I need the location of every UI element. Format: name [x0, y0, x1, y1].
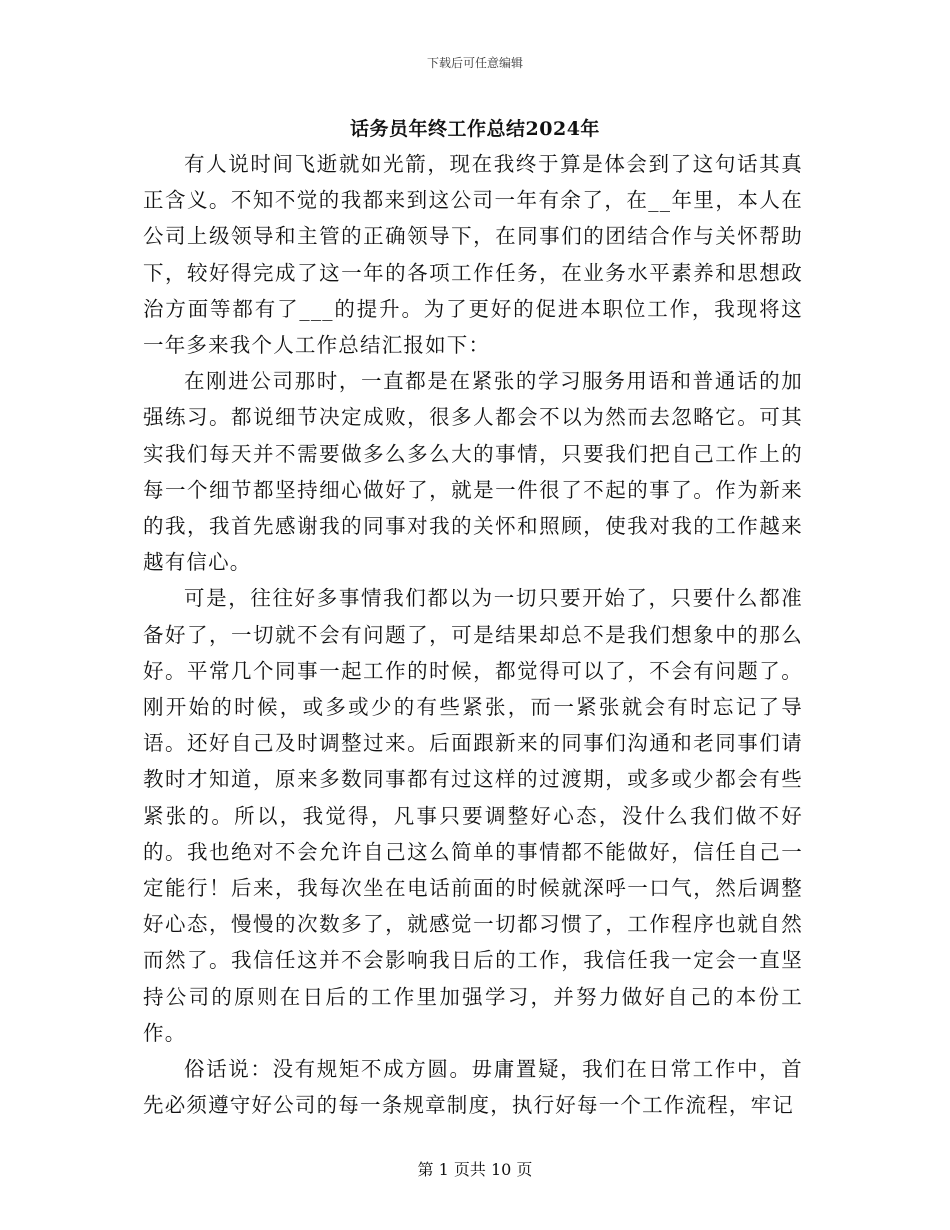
document-title: 话务员年终工作总结2024年	[350, 118, 600, 140]
paragraph: 在刚进公司那时，一直都是在紧张的学习服务用语和普通话的加强练习。都说细节决定成败，很多人都会不以为然而去忽略它。可其实我们每天并不需要做多么多么大的事情，只要我们把自己工作上的每一个细节都坚持细心做好了，就是一件很了不起的事了。作为新来的我，我首先感谢我的同事对我的关怀和照顾，使我对我的工作越来越有信心。	[143, 369, 803, 575]
header-note: 下载后可任意编辑	[426, 56, 523, 70]
page-number-footer: 第 1 页共 10 页	[417, 1160, 533, 1179]
paragraph: 有人说时间飞逝就如光箭，现在我终于算是体会到了这句话其真正含义。不知不觉的我都来到这公司一年有余了，在__年里，本人在公司上级领导和主管的正确领导下，在同事们的团结合作与关怀帮助下，较好得完成了这一年的各项工作任务，在业务水平素养和思想政治方面等都有了___的提升。为了更好的促进本职位工作，我现将这一年多来我个人工作总结汇报如下：	[143, 152, 803, 358]
paragraph: 可是，往往好多事情我们都以为一切只要开始了，只要什么都准备好了，一切就不会有问题了，可是结果却总不是我们想象中的那么好。平常几个同事一起工作的时候，都觉得可以了，不会有问题了。刚开始的时候，或多或少的有些紧张，而一紧张就会有时忘记了导语。还好自己及时调整过来。后面跟新来的同事们沟通和老同事们请教时才知道，原来多数同事都有过这样的过渡期，或多或少都会有些紧张的。所以，我觉得，凡事只要调整好心态，没什么我们做不好的。我也绝对不会允许自己这么简单的事情都不能做好，信任自己一定能行！后来，我每次坐在电话前面的时候就深呼一口气，然后调整好心态，慢慢的次数多了，就感觉一切都习惯了，工作程序也就自然而然了。我信任这并不会影响我日后的工作，我信任我一定会一直坚持公司的原则在日后的工作里加强学习，并努力做好自己的本份工作。	[143, 586, 803, 1045]
paragraph: 俗话说：没有规矩不成方圆。毋庸置疑，我们在日常工作中，首先必须遵守好公司的每一条规章制度，执行好每一个工作流程，牢记	[143, 1057, 803, 1118]
document-body	[143, 146, 803, 1123]
